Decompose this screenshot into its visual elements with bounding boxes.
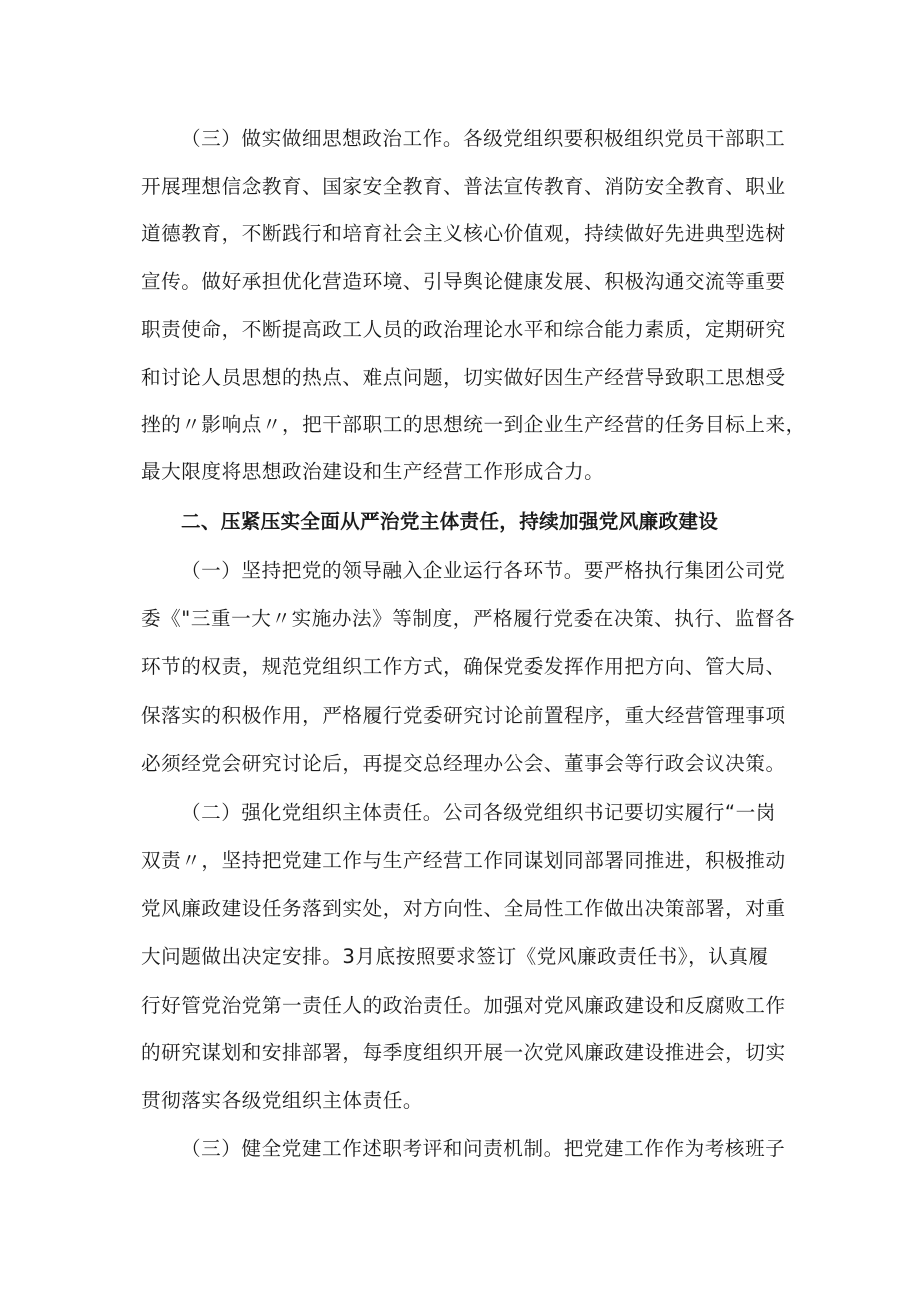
- paragraph-line: 必须经党会研究讨论后，再提交总经理办公会、董事会等行政会议决策。: [141, 752, 786, 775]
- paragraph-line: 宣传。做好承担优化营造环境、引导舆论健康发展、积极沟通交流等重要: [141, 270, 786, 293]
- paragraph-line: （三）做实做细思想政治工作。各级党组织要积极组织党员干部职工: [181, 127, 786, 150]
- paragraph-line: 职责使命，不断提高政工人员的政治理论水平和综合能力素质，定期研究: [141, 318, 786, 341]
- paragraph-line: （二）强化党组织主体责任。公司各级党组织书记要切实履行“一岗: [181, 801, 776, 824]
- paragraph-line: 保落实的积极作用，严格履行党委研究讨论前置程序，重大经营管理事项: [141, 704, 786, 727]
- paragraph-line: （三）健全党建工作述职考评和问责机制。把党建工作作为考核班子: [181, 1137, 786, 1160]
- paragraph-line: 环节的权责，规范党组织工作方式，确保党委发挥作用把方向、管大局、: [141, 655, 786, 678]
- paragraph-line: 和讨论人员思想的热点、难点问题，切实做好因生产经营导致职工思想受: [141, 366, 786, 389]
- paragraph-line: 大问题做出决定安排。3月底按照要求签订《党风廉政责任书》，认真履: [141, 945, 769, 968]
- paragraph-line: 开展理想信念教育、国家安全教育、普法宣传教育、消防安全教育、职业: [141, 175, 786, 198]
- paragraph-line: 贯彻落实各级党组织主体责任。: [141, 1089, 424, 1112]
- paragraph-line: （一）坚持把党的领导融入企业运行各环节。要严格执行集团公司党: [181, 559, 786, 582]
- paragraph-line: 委《"三重一大〃实施办法》等制度，严格履行党委在决策、执行、监督各: [141, 607, 796, 630]
- paragraph-line: 党风廉政建设任务落到实处，对方向性、全局性工作做出决策部署，对重: [141, 897, 786, 920]
- paragraph-line: 挫的〃影响点〃，把干部职工的思想统一到企业生产经营的任务目标上来，: [141, 413, 806, 436]
- paragraph-line: 的研究谋划和安排部署，每季度组织开展一次党风廉政建设推进会，切实: [141, 1041, 786, 1064]
- paragraph-line: 道德教育，不断践行和培育社会主义核心价值观，持续做好先进典型选树: [141, 222, 786, 245]
- paragraph-line: 双责〃，坚持把党建工作与生产经营工作同谋划同部署同推进，积极推动: [141, 849, 786, 872]
- paragraph-line: 行好管党治党第一责任人的政治责任。加强对党风廉政建设和反腐败工作: [141, 994, 786, 1017]
- section-heading: 二、压紧压实全面从严治党主体责任，持续加强党风廉政建设: [181, 510, 719, 533]
- paragraph-line: 最大限度将思想政治建设和生产经营工作形成合力。: [141, 460, 605, 483]
